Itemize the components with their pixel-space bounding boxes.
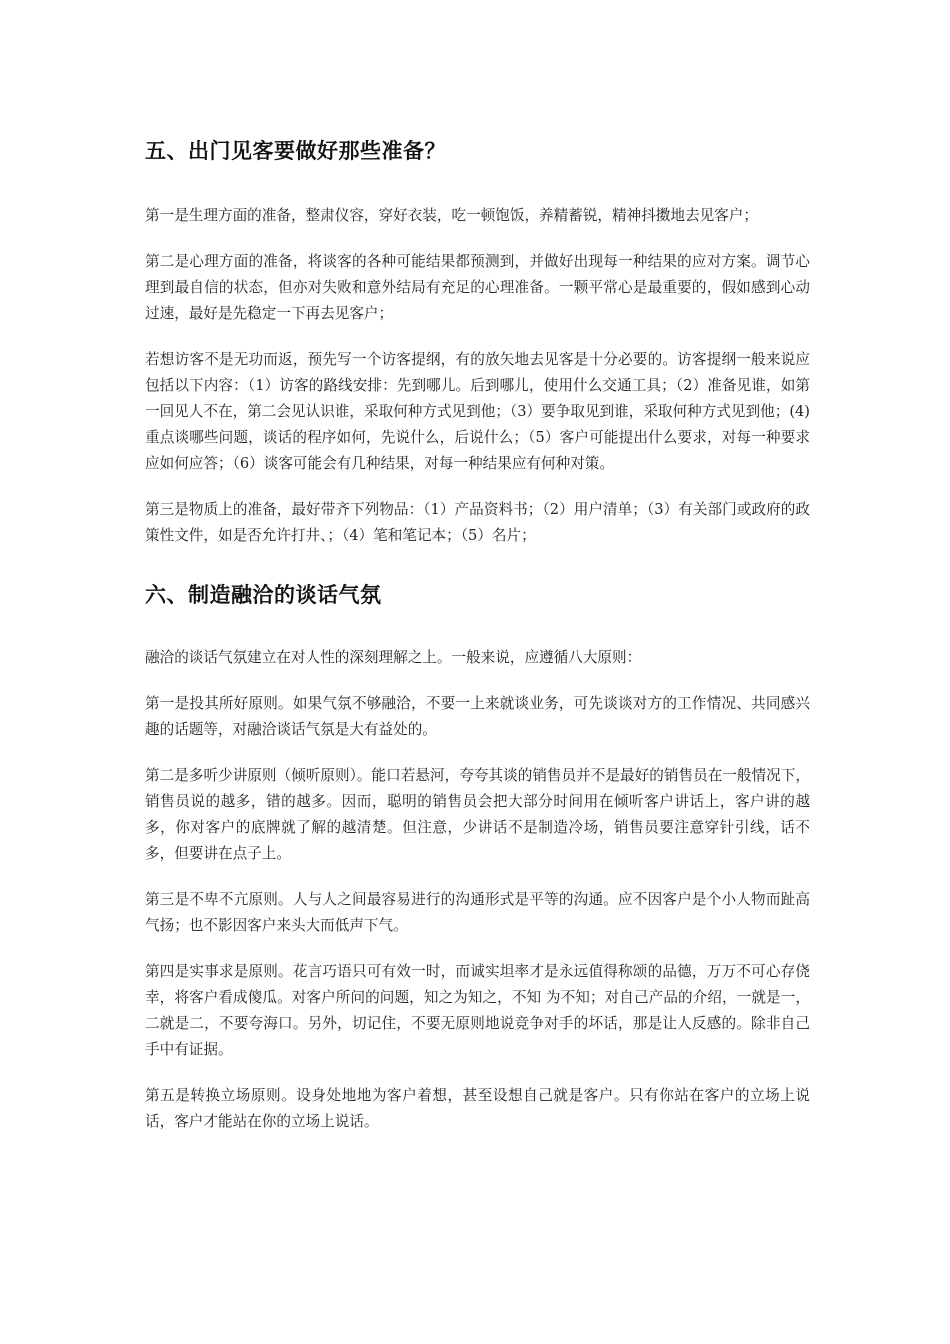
- paragraph-principle-2: 第二是多听少讲原则（倾听原则）。能口若悬河，夸夸其谈的销售员并不是最好的销售员在一般情况下，销售员说的越多，错的越多。因而，聪明的销售员会把大部分时间用在倾听客户讲话上，客户讲的越多，你对客户的底牌就了解的越清楚。但注意，少讲话不是制造冷场，销售员要注意穿针引线，话不多，但要讲在点子上。: [145, 767, 810, 862]
- paragraph-mental-preparation: 第二是心理方面的准备，将谈客的各种可能结果都预测到，并做好出现每一种结果的应对方案。调节心理到最自信的状态，但亦对失败和意外结局有充足的心理准备。一颗平常心是最重要的，假如感到心动过速，最好是先稳定一下再去见客户；: [145, 253, 810, 322]
- document-page: [145, 135, 810, 1135]
- paragraph-principle-1: 第一是投其所好原则。如果气氛不够融洽，不要一上来就谈业务，可先谈谈对方的工作情况、共同感兴趣的话题等，对融洽谈话气氛是大有益处的。: [145, 695, 810, 738]
- paragraph-principle-3: 第三是不卑不亢原则。人与人之间最容易进行的沟通形式是平等的沟通。应不因客户是个小人物而趾高气扬；也不影因客户来头大而低声下气。: [145, 891, 810, 934]
- paragraph-principle-4: 第四是实事求是原则。花言巧语只可有效一时，而诚实坦率才是永远值得称颂的品德，万万不可心存侥幸，将客户看成傻瓜。对客户所问的问题，知之为知之，不知 为不知；对自己产品的介绍，一就是一，二就是二，不要夸海口。另外，切记住，不要无原则地说竞争对手的坏话，那是让人反感的。除非自己手中有证据。: [145, 963, 810, 1058]
- paragraph-material-preparation: 第三是物质上的准备，最好带齐下列物品：（1）产品资料书；（2）用户清单；（3）有关部门或政府的政策性文件，如是否允许打井、；（4）笔和笔记本；（5）名片；: [145, 501, 810, 544]
- paragraph-physical-preparation: 第一是生理方面的准备，整肃仪容，穿好衣装，吃一顿饱饭，养精蓄锐，精神抖擞地去见客户；: [145, 207, 758, 224]
- paragraph-principle-5: 第五是转换立场原则。设身处地地为客户着想，甚至设想自己就是客户。只有你站在客户的立场上说话，客户才能站在你的立场上说话。: [145, 1087, 810, 1130]
- section-heading-5: 五、出门见客要做好那些准备？: [145, 139, 446, 163]
- paragraph-visit-outline: 若想访客不是无功而返，预先写一个访客提纲，有的放矢地去见客是十分必要的。访客提纲一般来说应包括以下内容：（1）访客的路线安排：先到哪儿。后到哪儿，使用什么交通工具；（2）准备见谁，如第一回见人不在，第二会见认识谁，采取何种方式见到他；（3）要争取见到谁，采取何种方式见到他；(4)重点谈哪些问题，谈话的程序如何，先说什么，后说什么；（5）客户可能提出什么要求，对每一种要求应如何应答；（6）谈客可能会有几种结果，对每一种结果应有何种对策。: [145, 351, 810, 472]
- section-heading-6: 六、制造融洽的谈话气氛: [145, 583, 382, 607]
- paragraph-intro-principles: 融洽的谈话气氛建立在对人性的深刻理解之上。一般来说，应遵循八大原则：: [145, 649, 642, 666]
